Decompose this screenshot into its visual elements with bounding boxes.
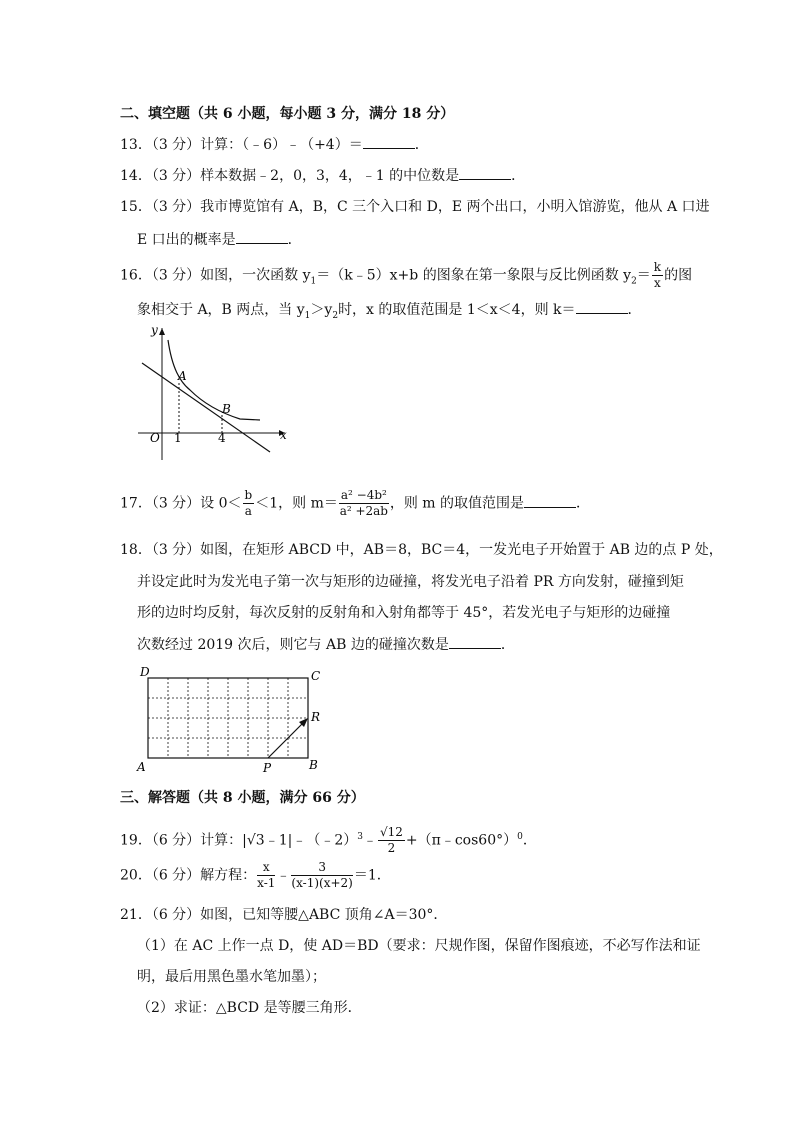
fraction-b-over-a xyxy=(243,488,255,519)
question-18-line-2: 并设定此时为发光电子第一次与矩形的边碰撞，将发光电子沿着 PR 方向发射，碰撞到矩 xyxy=(137,574,684,590)
vertex-a-label: A xyxy=(137,760,146,774)
linear-function-line xyxy=(142,363,270,452)
fraction-sqrt12-over-2 xyxy=(378,825,405,856)
subscript: 1 xyxy=(310,276,317,287)
text-part: 20．（6 分）解方程： xyxy=(120,867,257,884)
question-21-line-1: 21．（6 分）如图，已知等腰△ABC 顶角∠A＝30°． xyxy=(120,907,448,923)
subscript: 2 xyxy=(631,276,637,287)
denominator: a² +2ab xyxy=(339,504,388,518)
denominator: (x-1)(x+2) xyxy=(291,876,353,890)
numerator: 3 xyxy=(291,860,352,876)
text-part: 次数经过 2019 次后，则它与 AB 边的碰撞次数是 xyxy=(137,637,449,653)
question-21-line-2: （1）在 AC 上作一点 D，使 AD＝BD（要求：尺规作图，保留作图痕迹，不必写作法和证 xyxy=(137,938,701,954)
period: ． xyxy=(627,302,642,318)
rectangle-grid-figure xyxy=(135,665,335,777)
numerator: a² −4b² xyxy=(340,488,387,502)
point-p-label: P xyxy=(263,761,272,775)
answer-blank xyxy=(449,634,501,649)
fraction-m-expression xyxy=(339,488,389,519)
question-13 xyxy=(120,134,429,155)
text-part: ＝1． xyxy=(353,867,391,884)
denominator: a xyxy=(244,504,252,518)
numerator: √12 xyxy=(379,825,403,840)
subscript: 2 xyxy=(332,310,339,321)
question-13-text: 13．（3 分）计算：（﹣6）﹣（+4）＝ xyxy=(120,137,363,153)
subscript: 1 xyxy=(304,310,311,321)
text-part: ﹣ xyxy=(362,832,377,849)
question-18-line-3: 形的边时均反射，每次反射的反射角和入射角都等于 45°，若发光电子与矩形的边碰撞 xyxy=(137,605,671,621)
tick-label-4: 4 xyxy=(218,431,226,445)
question-18-line-4 xyxy=(137,634,515,655)
text-part: 19．（6 分）计算：|√3﹣1|﹣（﹣2） xyxy=(120,832,358,849)
answer-blank xyxy=(459,165,511,180)
question-14-text: 14．（3 分）样本数据﹣2，0，3，4，﹣1 的中位数是 xyxy=(120,168,460,184)
section-heading-solutions: 三、解答题（共 8 小题，满分 66 分） xyxy=(120,790,365,806)
text-part: ＝（k﹣5）x+b 的图象在第一象限与反比例函数 y xyxy=(316,267,632,284)
answer-blank xyxy=(576,299,628,314)
text-part: ＞y xyxy=(310,302,333,318)
question-15-text: E 口出的概率是 xyxy=(137,232,236,248)
text-part: ＝ xyxy=(636,267,651,284)
period: ． xyxy=(500,637,515,653)
question-18-line-1: 18．（3 分）如图，在矩形 ABCD 中，AB＝8，BC＝4，一发光电子开始置于 AB 边的点 P 处， xyxy=(120,542,723,558)
denominator: x-1 xyxy=(257,876,276,890)
question-19 xyxy=(120,822,537,856)
section-heading-fill-in: 二、填空题（共 6 小题，每小题 3 分，满分 18 分） xyxy=(120,106,455,122)
text-part: 16．（3 分）如图，一次函数 y xyxy=(120,267,311,284)
period: ． xyxy=(511,168,526,184)
y-axis-arrow xyxy=(159,328,165,335)
denominator: 2 xyxy=(387,841,396,856)
question-15-line-2 xyxy=(137,229,302,250)
point-r-label: R xyxy=(311,710,321,724)
answer-blank xyxy=(524,493,576,508)
function-graph-figure xyxy=(130,320,290,465)
text-part: ＜1，则 m＝ xyxy=(255,495,338,512)
text-part: ﹣ xyxy=(276,867,291,884)
origin-label: O xyxy=(150,431,160,445)
question-21-line-3: 明，最后用黑色墨水笔加墨）； xyxy=(137,969,326,985)
y-axis-label: y xyxy=(151,323,158,337)
vector-pr xyxy=(268,721,305,758)
x-axis-label: x xyxy=(280,428,287,442)
question-17 xyxy=(120,488,590,519)
answer-blank xyxy=(236,229,288,244)
grid-lines xyxy=(148,678,308,758)
question-14 xyxy=(120,165,525,186)
vertex-b-label: B xyxy=(309,758,318,772)
fraction-x-over-x-minus-1 xyxy=(257,860,275,891)
numerator: x xyxy=(257,860,275,876)
tick-label-1: 1 xyxy=(174,431,182,445)
vertex-c-label: C xyxy=(311,669,321,683)
fraction-k-over-x xyxy=(652,260,663,291)
question-20 xyxy=(120,860,391,891)
point-a-label: A xyxy=(178,369,187,383)
exponent: 3 xyxy=(357,832,363,842)
text-part: ，则 m 的取值范围是 xyxy=(389,495,525,512)
text-part: 时，x 的取值范围是 1＜x＜4，则 k＝ xyxy=(338,302,576,318)
denominator: x xyxy=(654,276,661,290)
exponent: 0 xyxy=(517,832,523,842)
text-part: +（π﹣cos60°） xyxy=(405,832,518,849)
question-16-line-1 xyxy=(120,260,692,291)
question-15-line-1: 15．（3 分）我市博览馆有 A，B，C 三个入口和 D，E 两个出口，小明入馆游览，他从 A 口进 xyxy=(120,199,710,215)
numerator: k xyxy=(653,260,662,274)
period: ． xyxy=(414,137,429,153)
point-b-label: B xyxy=(222,402,231,416)
period: ． xyxy=(576,495,591,512)
question-21-line-4: （2）求证：△BCD 是等腰三角形． xyxy=(137,1000,362,1016)
vertex-d-label: D xyxy=(140,665,150,679)
period: ． xyxy=(287,232,302,248)
numerator: b xyxy=(244,488,253,502)
fraction-3-over-product xyxy=(291,860,352,891)
period: ． xyxy=(522,832,537,849)
text-part: 17．（3 分）设 0＜ xyxy=(120,495,242,512)
answer-blank xyxy=(363,134,415,149)
text-part: 的图 xyxy=(664,267,693,284)
text-part: 象相交于 A，B 两点，当 y xyxy=(137,302,305,318)
